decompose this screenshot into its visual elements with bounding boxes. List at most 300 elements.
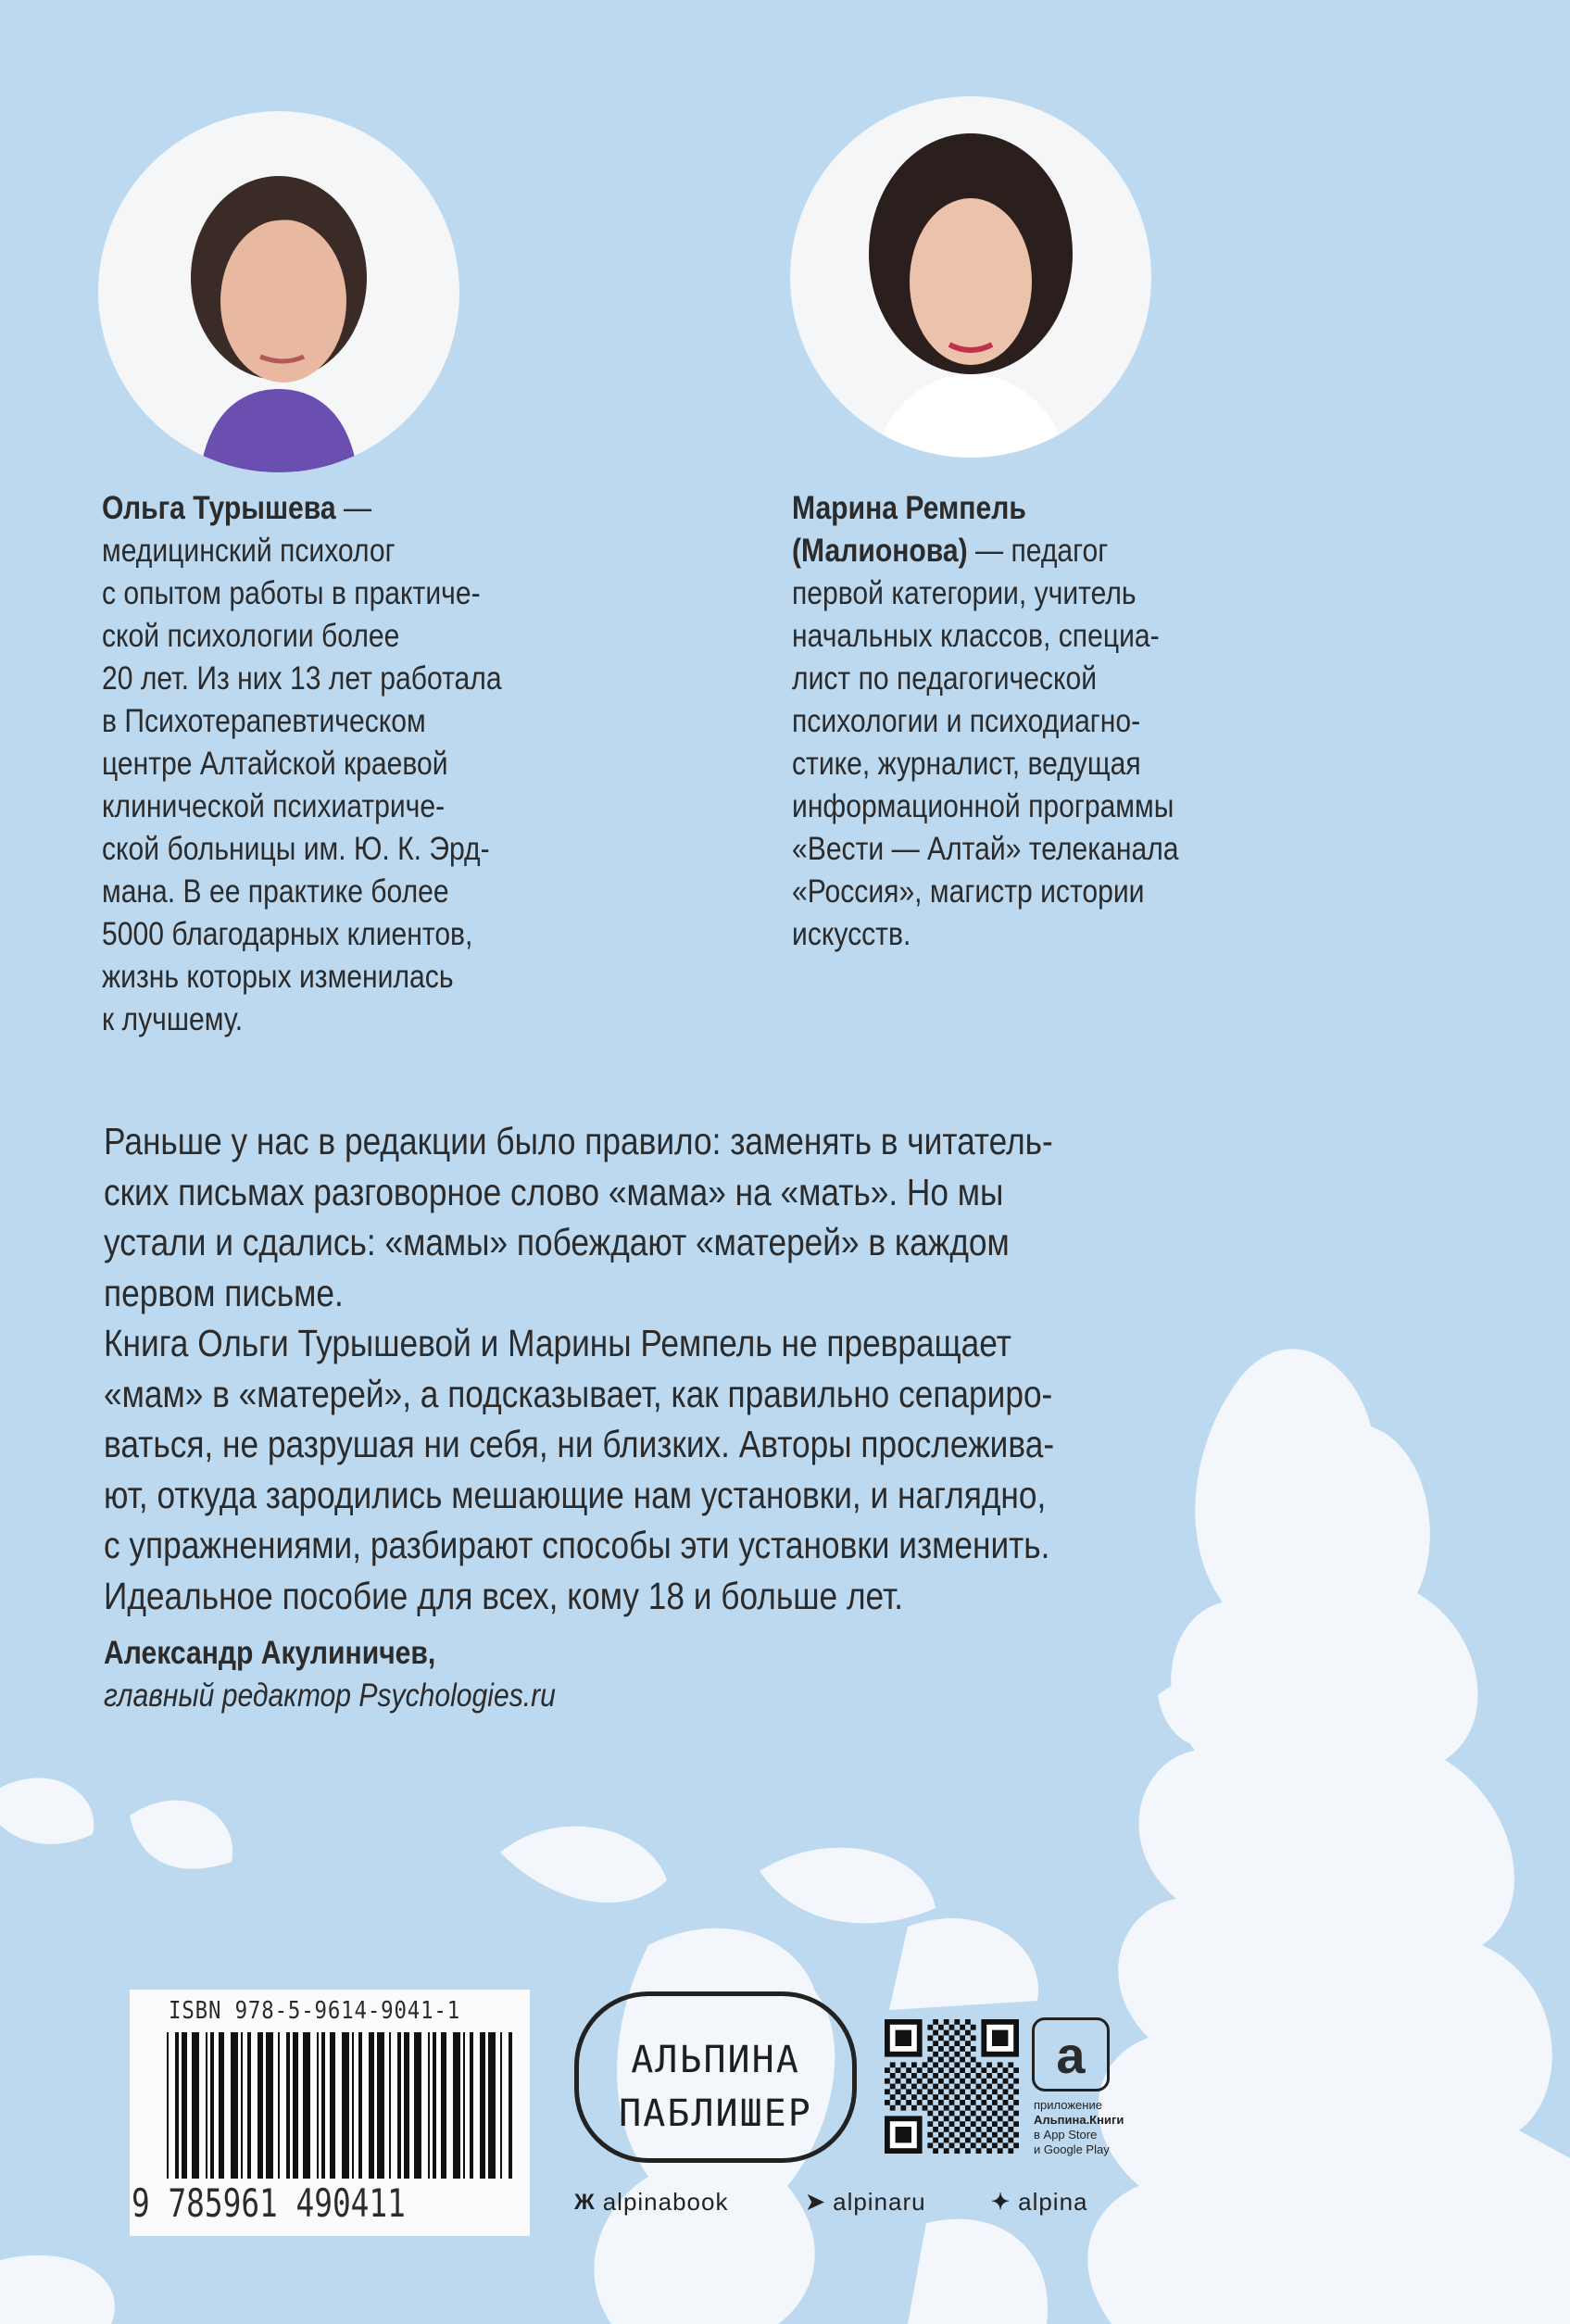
qr-module — [965, 2073, 971, 2079]
qr-module — [900, 2094, 906, 2100]
barcode-bar — [488, 2032, 496, 2179]
qr-module — [944, 2148, 949, 2154]
barcode-bar — [293, 2032, 298, 2179]
quote-attribution — [104, 1632, 629, 1717]
quote-line: первом письме. — [104, 1271, 344, 1314]
bio-line: ской психологии более — [102, 618, 400, 654]
qr-module — [981, 2067, 986, 2073]
isbn-text: ISBN 978-5-9614-9041-1 — [169, 1997, 461, 2025]
qr-module — [960, 2132, 965, 2138]
qr-module — [933, 2138, 938, 2143]
qr-module — [965, 2105, 971, 2111]
bio-line: центре Алтайской краевой — [102, 746, 448, 782]
qr-module — [933, 2041, 938, 2046]
qr-module — [986, 2062, 992, 2067]
qr-module — [954, 2116, 960, 2121]
qr-module — [986, 2105, 992, 2111]
qr-module — [960, 2067, 965, 2073]
qr-module — [960, 2089, 965, 2094]
qr-module — [944, 2073, 949, 2079]
qr-module — [885, 2089, 890, 2094]
qr-module — [981, 2121, 986, 2127]
barcode-bar — [303, 2032, 310, 2179]
qr-module — [1003, 2067, 1009, 2073]
bio-line: клинической психиатриче- — [102, 788, 446, 824]
bio-line: медицинский психолог — [102, 533, 396, 569]
qr-module — [992, 2111, 998, 2117]
barcode-bar — [342, 2032, 349, 2179]
qr-module — [1003, 2089, 1009, 2094]
barcode-bar — [500, 2032, 502, 2179]
barcode-bar — [266, 2032, 273, 2179]
author-bio-rempel — [792, 487, 1241, 956]
bio-line: мана. В ее практике более — [102, 873, 449, 910]
qr-module — [976, 2105, 982, 2111]
qr-module — [933, 2116, 938, 2121]
qr-module — [949, 2121, 955, 2127]
barcode-bar — [389, 2032, 391, 2179]
qr-module — [954, 2094, 960, 2100]
bio-text: — педагог — [967, 533, 1109, 569]
qr-module — [927, 2100, 933, 2105]
ean-number: 9 785961 490411 — [132, 2180, 406, 2226]
qr-module — [933, 2127, 938, 2132]
qr-module — [917, 2067, 923, 2073]
barcode-bar — [404, 2032, 409, 2179]
barcode-bar — [463, 2032, 465, 2179]
qr-module — [960, 2035, 965, 2041]
author-photo-turysheva — [98, 111, 459, 472]
bio-line: стике, журналист, ведущая — [792, 746, 1141, 782]
qr-module — [923, 2094, 928, 2100]
barcode-bar — [433, 2032, 436, 2179]
qr-module — [949, 2035, 955, 2041]
quote-line: с упражнениями, разбирают способы эти установки изменить. — [104, 1524, 1050, 1566]
qr-module — [944, 2084, 949, 2090]
qr-module — [1008, 2084, 1013, 2090]
qr-module — [890, 2094, 896, 2100]
qr-module — [986, 2116, 992, 2121]
qr-module — [944, 2052, 949, 2057]
bio-line: к лучшему. — [102, 1001, 244, 1037]
qr-module — [896, 2067, 901, 2073]
barcode-bar — [247, 2032, 251, 2179]
qr-module — [911, 2084, 917, 2090]
qr-module — [933, 2062, 938, 2067]
qr-module — [981, 2111, 986, 2117]
quote-line: Идеальное пособие для всех, кому 18 и больше лет. — [104, 1574, 903, 1617]
qr-module — [900, 2105, 906, 2111]
qr-module — [965, 2116, 971, 2121]
qr-module — [954, 2030, 960, 2036]
quote-author-role: главный редактор Psychologies.ru — [104, 1677, 556, 1714]
qr-module — [906, 2079, 911, 2084]
qr-module — [949, 2046, 955, 2052]
qr-module — [981, 2079, 986, 2084]
qr-module — [971, 2100, 976, 2105]
qr-module — [992, 2132, 998, 2138]
qr-module — [965, 2127, 971, 2132]
quote-author-name: Александр Акулиничев, — [104, 1635, 436, 1671]
review-quote — [104, 1116, 1209, 1621]
qr-module — [911, 2094, 917, 2100]
qr-module — [949, 2089, 955, 2094]
qr-module — [938, 2100, 944, 2105]
qr-module — [938, 2046, 944, 2052]
qr-module — [911, 2105, 917, 2111]
author-bio-turysheva — [102, 487, 567, 1041]
qr-module — [992, 2030, 1008, 2046]
qr-module — [949, 2079, 955, 2084]
qr-module — [1008, 2116, 1013, 2121]
qr-module — [1008, 2094, 1013, 2100]
quote-line: ют, откуда зародились мешающие нам установки, и наглядно, — [104, 1473, 1047, 1516]
quote-line: устали и сдались: «мамы» побеждают «матерей» в каждом — [104, 1221, 1010, 1263]
qr-module — [954, 2073, 960, 2079]
qr-module — [938, 2111, 944, 2117]
qr-module — [938, 2089, 944, 2094]
dzen-icon: ✦ — [991, 2190, 1011, 2215]
qr-module — [971, 2132, 976, 2138]
barcode-bar — [278, 2032, 280, 2179]
qr-module — [965, 2062, 971, 2067]
qr-module — [911, 2062, 917, 2067]
qr-module — [900, 2062, 906, 2067]
qr-module — [949, 2057, 955, 2063]
qr-module — [998, 2138, 1003, 2143]
qr-module — [917, 2100, 923, 2105]
barcode-bar — [219, 2032, 224, 2179]
bio-line: информационной программы — [792, 788, 1174, 824]
qr-module — [890, 2073, 896, 2079]
barcode-bar — [167, 2032, 169, 2179]
bio-text: — — [344, 490, 372, 526]
qr-module — [992, 2142, 998, 2148]
qr-module — [976, 2127, 982, 2132]
qr-module — [986, 2094, 992, 2100]
qr-module — [971, 2057, 976, 2063]
quote-line: ских письмах разговорное слово «мама» на «мать». Но мы — [104, 1170, 1004, 1213]
qr-module — [986, 2138, 992, 2143]
qr-module — [911, 2073, 917, 2079]
qr-module — [944, 2127, 949, 2132]
bio-line: 5000 благодарных клиентов, — [102, 916, 473, 952]
logo-line: ПАБЛИШЕР — [619, 2092, 812, 2135]
portrait-image — [790, 96, 1151, 458]
social-handle: alpinabook — [602, 2188, 729, 2216]
qr-module — [1008, 2105, 1013, 2111]
author-name: Марина Ремпель — [792, 490, 1026, 526]
app-name: Альпина.Книги — [1034, 2113, 1124, 2127]
qr-module — [1013, 2132, 1019, 2138]
qr-module — [998, 2073, 1003, 2079]
qr-code[interactable] — [885, 2019, 1019, 2154]
qr-module — [938, 2121, 944, 2127]
qr-module — [960, 2057, 965, 2063]
qr-module — [960, 2142, 965, 2148]
qr-module — [960, 2121, 965, 2127]
bio-line: в Психотерапевтическом — [102, 703, 426, 739]
qr-module — [927, 2132, 933, 2138]
qr-module — [1003, 2142, 1009, 2148]
qr-module — [1003, 2079, 1009, 2084]
qr-module — [954, 2105, 960, 2111]
qr-module — [938, 2025, 944, 2030]
qr-module — [981, 2142, 986, 2148]
qr-module — [896, 2030, 911, 2046]
bio-line: начальных классов, специа- — [792, 618, 1160, 654]
qr-module — [923, 2062, 928, 2067]
qr-module — [986, 2127, 992, 2132]
qr-module — [938, 2035, 944, 2041]
vk-icon: Ж — [574, 2189, 596, 2215]
barcode-bar — [377, 2032, 384, 2179]
qr-module — [998, 2127, 1003, 2132]
qr-module — [998, 2116, 1003, 2121]
qr-module — [890, 2105, 896, 2111]
qr-module — [1003, 2132, 1009, 2138]
barcode-bar — [397, 2032, 401, 2179]
barcode-bar — [330, 2032, 335, 2179]
qr-module — [906, 2067, 911, 2073]
qr-module — [933, 2094, 938, 2100]
qr-module — [992, 2067, 998, 2073]
qr-module — [954, 2127, 960, 2132]
barcode-bar — [453, 2032, 460, 2179]
qr-module — [965, 2094, 971, 2100]
barcode-bar — [369, 2032, 374, 2179]
qr-module — [927, 2067, 933, 2073]
qr-module — [960, 2111, 965, 2117]
qr-module — [976, 2073, 982, 2079]
qr-module — [971, 2046, 976, 2052]
qr-module — [933, 2105, 938, 2111]
qr-module — [954, 2148, 960, 2154]
social-telegram[interactable] — [806, 2188, 926, 2217]
qr-module — [998, 2105, 1003, 2111]
qr-module — [1013, 2121, 1019, 2127]
qr-module — [933, 2148, 938, 2154]
qr-module — [885, 2067, 890, 2073]
quote-line: «мам» в «матерей», а подсказывает, как правильно сепариро- — [104, 1372, 1053, 1415]
qr-module — [1003, 2111, 1009, 2117]
author-name: Ольга Турышева — [102, 490, 336, 526]
qr-module — [954, 2062, 960, 2067]
qr-module — [900, 2073, 906, 2079]
qr-module — [981, 2100, 986, 2105]
social-vk[interactable] — [574, 2188, 728, 2217]
bio-line: лист по педагогической — [792, 660, 1098, 697]
qr-module — [885, 2100, 890, 2105]
app-promo-line: и Google Play — [1034, 2142, 1110, 2156]
social-dzen[interactable] — [991, 2188, 1088, 2217]
qr-module — [927, 2111, 933, 2117]
barcode-bar — [509, 2032, 512, 2179]
qr-module — [917, 2079, 923, 2084]
qr-module — [917, 2089, 923, 2094]
qr-module — [1008, 2127, 1013, 2132]
qr-module — [938, 2132, 944, 2138]
qr-module — [965, 2019, 971, 2025]
qr-module — [906, 2089, 911, 2094]
bio-line: с опытом работы в практиче- — [102, 575, 481, 611]
qr-module — [954, 2019, 960, 2025]
qr-module — [923, 2084, 928, 2090]
qr-module — [971, 2035, 976, 2041]
qr-module — [927, 2025, 933, 2030]
bio-line: 20 лет. Из них 13 лет работала — [102, 660, 502, 697]
qr-module — [971, 2142, 976, 2148]
qr-module — [971, 2079, 976, 2084]
qr-module — [938, 2067, 944, 2073]
qr-module — [1008, 2073, 1013, 2079]
barcode-bar — [286, 2032, 290, 2179]
author-name-maiden: (Малионова) — [792, 533, 968, 569]
barcode-bar — [175, 2032, 179, 2179]
qr-module — [927, 2089, 933, 2094]
qr-module — [927, 2035, 933, 2041]
barcode-bar — [192, 2032, 199, 2179]
qr-module — [944, 2030, 949, 2036]
qr-module — [896, 2089, 901, 2094]
barcode-bar — [321, 2032, 325, 2179]
qr-module — [965, 2052, 971, 2057]
barcode-bar — [480, 2032, 485, 2179]
bio-line: первой категории, учитель — [792, 575, 1137, 611]
qr-module — [965, 2030, 971, 2036]
qr-module — [960, 2046, 965, 2052]
qr-module — [944, 2116, 949, 2121]
quote-line: Раньше у нас в редакции было правило: заменять в читатель- — [104, 1120, 1053, 1162]
qr-module — [949, 2025, 955, 2030]
qr-module — [938, 2142, 944, 2148]
qr-module — [949, 2142, 955, 2148]
barcode-bar — [257, 2032, 263, 2179]
qr-module — [971, 2089, 976, 2094]
portrait-image — [98, 111, 459, 472]
qr-module — [1013, 2142, 1019, 2148]
qr-module — [992, 2100, 998, 2105]
qr-module — [960, 2079, 965, 2084]
qr-module — [949, 2067, 955, 2073]
social-handle: alpina — [1018, 2188, 1088, 2216]
app-promo-line: приложение — [1034, 2098, 1102, 2112]
qr-module — [998, 2148, 1003, 2154]
qr-module — [992, 2121, 998, 2127]
barcode-bar — [428, 2032, 430, 2179]
qr-module — [1008, 2138, 1013, 2143]
qr-module — [949, 2111, 955, 2117]
qr-module — [954, 2041, 960, 2046]
qr-module — [938, 2057, 944, 2063]
publisher-logo — [574, 1991, 857, 2163]
bio-line: психологии и психодиагно- — [792, 703, 1141, 739]
qr-module — [1013, 2111, 1019, 2117]
bio-line: искусств. — [792, 916, 911, 952]
qr-module — [923, 2105, 928, 2111]
qr-module — [998, 2062, 1003, 2067]
qr-module — [1008, 2062, 1013, 2067]
qr-module — [954, 2052, 960, 2057]
qr-module — [981, 2132, 986, 2138]
qr-module — [949, 2100, 955, 2105]
qr-module — [992, 2079, 998, 2084]
qr-module — [938, 2079, 944, 2084]
social-handle: alpinaru — [833, 2188, 926, 2216]
app-promo — [1034, 2098, 1124, 2157]
qr-module — [998, 2094, 1003, 2100]
qr-module — [944, 2094, 949, 2100]
qr-module — [1013, 2089, 1019, 2094]
qr-module — [900, 2084, 906, 2090]
barcode-bar — [182, 2032, 187, 2179]
qr-module — [896, 2079, 901, 2084]
qr-module — [927, 2057, 933, 2063]
qr-module — [1013, 2100, 1019, 2105]
qr-module — [927, 2121, 933, 2127]
bio-line: ской больницы им. Ю. К. Эрд- — [102, 831, 490, 867]
qr-module — [971, 2025, 976, 2030]
telegram-icon: ➤ — [806, 2190, 826, 2215]
qr-module — [976, 2148, 982, 2154]
qr-module — [965, 2138, 971, 2143]
qr-module — [944, 2062, 949, 2067]
qr-module — [933, 2052, 938, 2057]
qr-module — [944, 2105, 949, 2111]
qr-module — [981, 2089, 986, 2094]
barcode-bar — [352, 2032, 354, 2179]
qr-module — [992, 2089, 998, 2094]
qr-module — [896, 2127, 911, 2142]
qr-module — [933, 2030, 938, 2036]
barcode-bar — [317, 2032, 319, 2179]
qr-module — [933, 2084, 938, 2090]
barcode-bar — [470, 2032, 473, 2179]
qr-module — [1003, 2121, 1009, 2127]
qr-module — [927, 2079, 933, 2084]
qr-module — [927, 2046, 933, 2052]
barcode — [130, 1990, 530, 2236]
qr-module — [965, 2041, 971, 2046]
qr-module — [986, 2073, 992, 2079]
qr-module — [944, 2019, 949, 2025]
qr-module — [976, 2062, 982, 2067]
qr-module — [944, 2138, 949, 2143]
qr-module — [976, 2116, 982, 2121]
qr-module — [976, 2084, 982, 2090]
qr-module — [976, 2138, 982, 2143]
qr-module — [965, 2084, 971, 2090]
qr-module — [971, 2111, 976, 2117]
qr-module — [965, 2148, 971, 2154]
qr-module — [885, 2079, 890, 2084]
logo-line: АЛЬПИНА — [631, 2039, 800, 2081]
barcode-bar — [241, 2032, 243, 2179]
barcode-bar — [206, 2032, 207, 2179]
qr-module — [1013, 2067, 1019, 2073]
barcode-bar — [441, 2032, 446, 2179]
qr-module — [896, 2100, 901, 2105]
qr-module — [986, 2084, 992, 2090]
qr-module — [971, 2121, 976, 2127]
qr-module — [960, 2100, 965, 2105]
qr-module — [1008, 2148, 1013, 2154]
alpina-app-icon: a — [1032, 2017, 1110, 2092]
bio-line: жизнь которых изменилась — [102, 959, 454, 995]
qr-module — [933, 2019, 938, 2025]
qr-module — [971, 2067, 976, 2073]
app-promo-line: в App Store — [1034, 2128, 1098, 2142]
